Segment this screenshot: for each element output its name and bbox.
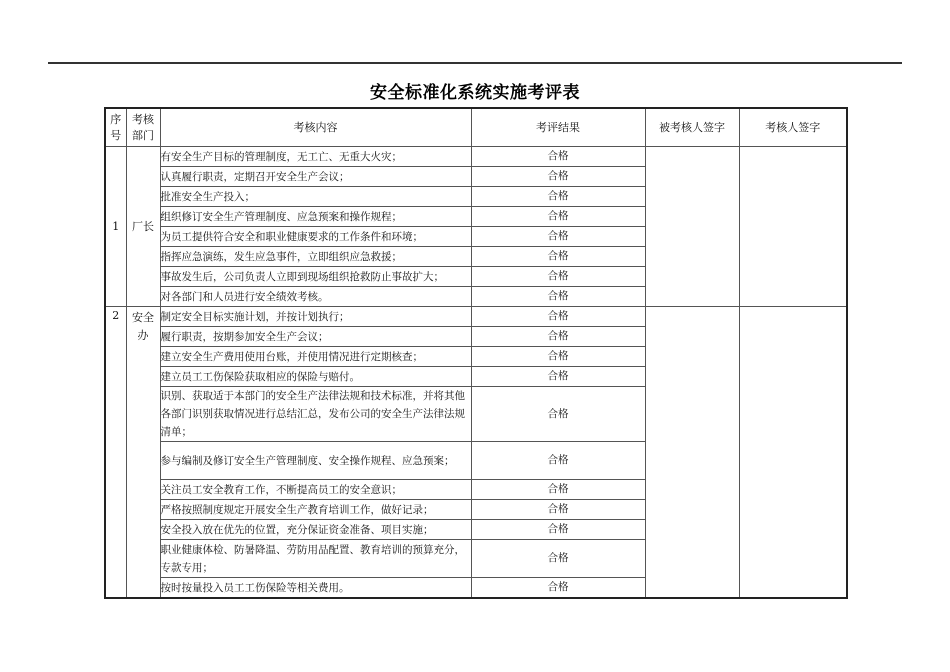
item-result: 合格 [471,387,645,442]
header-dept [126,108,160,147]
item-content: 对各部门和人员进行安全绩效考核。 [160,287,471,307]
table-header-row [105,108,847,147]
section-dept: 厂长 [126,147,160,307]
assessor-signature-cell[interactable] [739,147,847,307]
header-dept-line2: 部门 [132,128,154,142]
table-row [105,147,847,167]
item-content: 认真履行职责，定期召开安全生产会议； [160,167,471,187]
header-no-line2: 号 [110,128,122,142]
item-result: 合格 [471,367,645,387]
item-content: 严格按照制度规定开展安全生产教育培训工作，做好记录； [160,500,471,520]
item-content: 安全投入放在优先的位置，充分保证资金准备、项目实施； [160,520,471,540]
header-assessor-signature: 考核人签字 [739,108,847,147]
item-result: 合格 [471,520,645,540]
section-dept [126,307,160,599]
item-result: 合格 [471,267,645,287]
section-no: 2 [105,307,126,599]
item-result: 合格 [471,347,645,367]
item-content: 建立安全生产费用使用台账，并使用情况进行定期核查； [160,347,471,367]
header-no [105,108,126,147]
item-content: 职业健康体检、防暑降温、劳防用品配置、教育培训的预算充分，专款专用； [160,540,471,578]
header-no-line1: 序 [110,112,122,126]
table-row [105,307,847,327]
item-content: 有安全生产目标的管理制度，无工亡、无重大火灾； [160,147,471,167]
item-content: 为员工提供符合安全和职业健康要求的工作条件和环境； [160,227,471,247]
item-result: 合格 [471,227,645,247]
assessee-signature-cell[interactable] [645,307,739,599]
header-result: 考评结果 [471,108,645,147]
item-result: 合格 [471,207,645,227]
header-assessee-signature: 被考核人签字 [645,108,739,147]
item-content: 建立员工工伤保险获取相应的保险与赔付。 [160,367,471,387]
item-result: 合格 [471,327,645,347]
item-result: 合格 [471,540,645,578]
item-content: 关注员工安全教育工作，不断提高员工的安全意识； [160,480,471,500]
item-content: 按时按量投入员工工伤保险等相关费用。 [160,578,471,599]
item-result: 合格 [471,500,645,520]
header-dept-line1: 考核 [132,112,154,126]
item-result: 合格 [471,187,645,207]
item-result: 合格 [471,287,645,307]
section-no: 1 [105,147,126,307]
item-content: 履行职责，按期参加安全生产会议； [160,327,471,347]
header-content: 考核内容 [160,108,471,147]
assessee-signature-cell[interactable] [645,147,739,307]
section-dept-line1: 安全 [132,311,154,324]
header-rule [48,62,902,64]
item-result: 合格 [471,307,645,327]
item-content: 批准安全生产投入； [160,187,471,207]
item-content: 事故发生后，公司负责人立即到现场组织抢救防止事故扩大； [160,267,471,287]
item-result: 合格 [471,247,645,267]
item-content: 识别、获取适于本部门的安全生产法律法规和技术标准，并将其他各部门识别获取情况进行总结汇总，发布公司的安全生产法律法规清单； [160,387,471,442]
item-content: 指挥应急演练，发生应急事件，立即组织应急救援； [160,247,471,267]
document-title: 安全标准化系统实施考评表 [370,83,580,103]
item-result: 合格 [471,442,645,480]
evaluation-table [104,107,848,599]
item-content: 组织修订安全生产管理制度、应急预案和操作规程； [160,207,471,227]
item-result: 合格 [471,147,645,167]
item-result: 合格 [471,578,645,599]
item-result: 合格 [471,480,645,500]
item-content: 制定安全目标实施计划，并按计划执行； [160,307,471,327]
section-dept-line2: 办 [137,329,149,342]
item-result: 合格 [471,167,645,187]
assessor-signature-cell[interactable] [739,307,847,599]
item-content: 参与编制及修订安全生产管理制度、安全操作规程、应急预案； [160,442,471,480]
